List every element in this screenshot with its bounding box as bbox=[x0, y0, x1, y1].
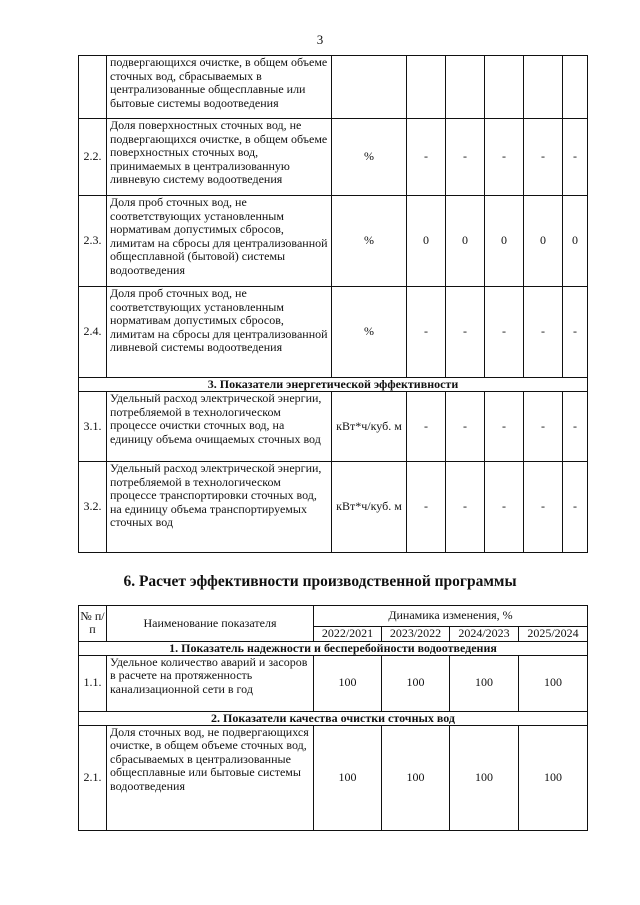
indicator-name: Доля проб сточных вод, не соответствующих установленным нормативам допустимых сбросов, лимитам на сбросы для централизованной ливневой системы водоотведения bbox=[107, 287, 332, 378]
indicator-name: Удельный расход электрической энергии, потребляемой в технологическом процессе очистки сточных вод, на единицу объема очищаемых сточных вод bbox=[107, 392, 332, 462]
table-row bbox=[79, 725, 588, 830]
efficiency-table bbox=[78, 605, 588, 831]
section-title: 3. Показатели энергетической эффективности bbox=[79, 378, 588, 392]
table-row bbox=[79, 392, 588, 462]
section-row bbox=[79, 641, 588, 655]
unit: % bbox=[332, 287, 407, 378]
section-title: 2. Показатели качества очистки сточных вод bbox=[79, 711, 588, 725]
table-row bbox=[79, 119, 588, 196]
value-cell bbox=[524, 56, 563, 119]
value-cell: - bbox=[446, 287, 485, 378]
section-row bbox=[79, 378, 588, 392]
header-year: 2023/2022 bbox=[382, 627, 450, 642]
value-cell: - bbox=[524, 119, 563, 196]
value-cell: 0 bbox=[524, 196, 563, 287]
value-cell: 0 bbox=[446, 196, 485, 287]
indicator-name: Доля поверхностных сточных вод, не подвергающихся очистке, в общем объеме поверхностных сточных вод, принимаемых в централизованную ливневую систему водоотведения bbox=[107, 119, 332, 196]
page-number: 3 bbox=[316, 32, 324, 47]
value-cell: 100 bbox=[314, 655, 382, 711]
value-cell: 0 bbox=[563, 196, 588, 287]
value-cell: - bbox=[563, 119, 588, 196]
value-cell bbox=[485, 56, 524, 119]
indicator-name: Удельный расход электрической энергии, потребляемой в технологическом процессе транспортировки сточных вод, на единицу объема транспортируемых сточных вод bbox=[107, 462, 332, 553]
unit: кВт*ч/куб. м bbox=[332, 392, 407, 462]
indicator-name: Удельное количество аварий и засоров в расчете на протяженность канализационной сети в год bbox=[107, 655, 314, 711]
value-cell: 100 bbox=[519, 725, 588, 830]
value-cell bbox=[563, 56, 588, 119]
value-cell: - bbox=[407, 287, 446, 378]
value-cell: 0 bbox=[407, 196, 446, 287]
efficiency-table-body bbox=[79, 641, 588, 830]
header-num: № п/п bbox=[79, 606, 107, 642]
value-cell: - bbox=[485, 119, 524, 196]
row-number: 1.1. bbox=[79, 655, 107, 711]
unit: % bbox=[332, 119, 407, 196]
value-cell: - bbox=[485, 287, 524, 378]
section-row bbox=[79, 711, 588, 725]
indicator-name: подвергающихся очистке, в общем объеме сточных вод, сбрасываемых в централизованные общесплавные или бытовые системы водоотведения bbox=[107, 56, 332, 119]
value-cell: - bbox=[563, 392, 588, 462]
indicator-name: Доля проб сточных вод, не соответствующих установленным нормативам допустимых сбросов, лимитам на сбросы для централизованной общесплавной (бытовой) системы водоотведения bbox=[107, 196, 332, 287]
row-number: 2.2. bbox=[79, 119, 107, 196]
row-number: 3.1. bbox=[79, 392, 107, 462]
value-cell: 100 bbox=[519, 655, 588, 711]
table-row bbox=[79, 196, 588, 287]
unit: % bbox=[332, 196, 407, 287]
value-cell: 100 bbox=[382, 725, 450, 830]
value-cell: - bbox=[446, 119, 485, 196]
table-row bbox=[79, 655, 588, 711]
indicators-table-body bbox=[79, 56, 588, 553]
header-year: 2024/2023 bbox=[450, 627, 519, 642]
header-dynamics: Динамика изменения, % bbox=[314, 606, 588, 627]
value-cell: - bbox=[563, 287, 588, 378]
efficiency-table-header bbox=[79, 606, 588, 642]
value-cell: 0 bbox=[485, 196, 524, 287]
value-cell: 100 bbox=[450, 655, 519, 711]
row-number: 2.1. bbox=[79, 725, 107, 830]
unit: кВт*ч/куб. м bbox=[332, 462, 407, 553]
row-number: 2.3. bbox=[79, 196, 107, 287]
indicators-table bbox=[78, 55, 588, 553]
value-cell bbox=[446, 56, 485, 119]
value-cell: - bbox=[446, 462, 485, 553]
header-year: 2022/2021 bbox=[314, 627, 382, 642]
value-cell: 100 bbox=[450, 725, 519, 830]
table-row bbox=[79, 56, 588, 119]
section-title: 1. Показатель надежности и бесперебойности водоотведения bbox=[79, 641, 588, 655]
value-cell: - bbox=[407, 119, 446, 196]
value-cell bbox=[407, 56, 446, 119]
value-cell: - bbox=[524, 392, 563, 462]
value-cell: - bbox=[485, 392, 524, 462]
section-heading: 6. Расчет эффективности производственной программы bbox=[123, 573, 517, 590]
value-cell: - bbox=[485, 462, 524, 553]
row-number: 2.4. bbox=[79, 287, 107, 378]
table-row bbox=[79, 462, 588, 553]
row-number: 3.2. bbox=[79, 462, 107, 553]
value-cell: - bbox=[407, 462, 446, 553]
row-number bbox=[79, 56, 107, 119]
value-cell: - bbox=[446, 392, 485, 462]
table-row bbox=[79, 287, 588, 378]
value-cell: - bbox=[563, 462, 588, 553]
value-cell: 100 bbox=[314, 725, 382, 830]
value-cell: - bbox=[524, 462, 563, 553]
header-name: Наименование показателя bbox=[107, 606, 314, 642]
value-cell: - bbox=[524, 287, 563, 378]
value-cell: 100 bbox=[382, 655, 450, 711]
indicator-name: Доля сточных вод, не подвергающихся очистке, в общем объеме сточных вод, сбрасываемых в централизованные общесплавные или бытовые системы водоотведения bbox=[107, 725, 314, 830]
header-year: 2025/2024 bbox=[519, 627, 588, 642]
unit bbox=[332, 56, 407, 119]
value-cell: - bbox=[407, 392, 446, 462]
